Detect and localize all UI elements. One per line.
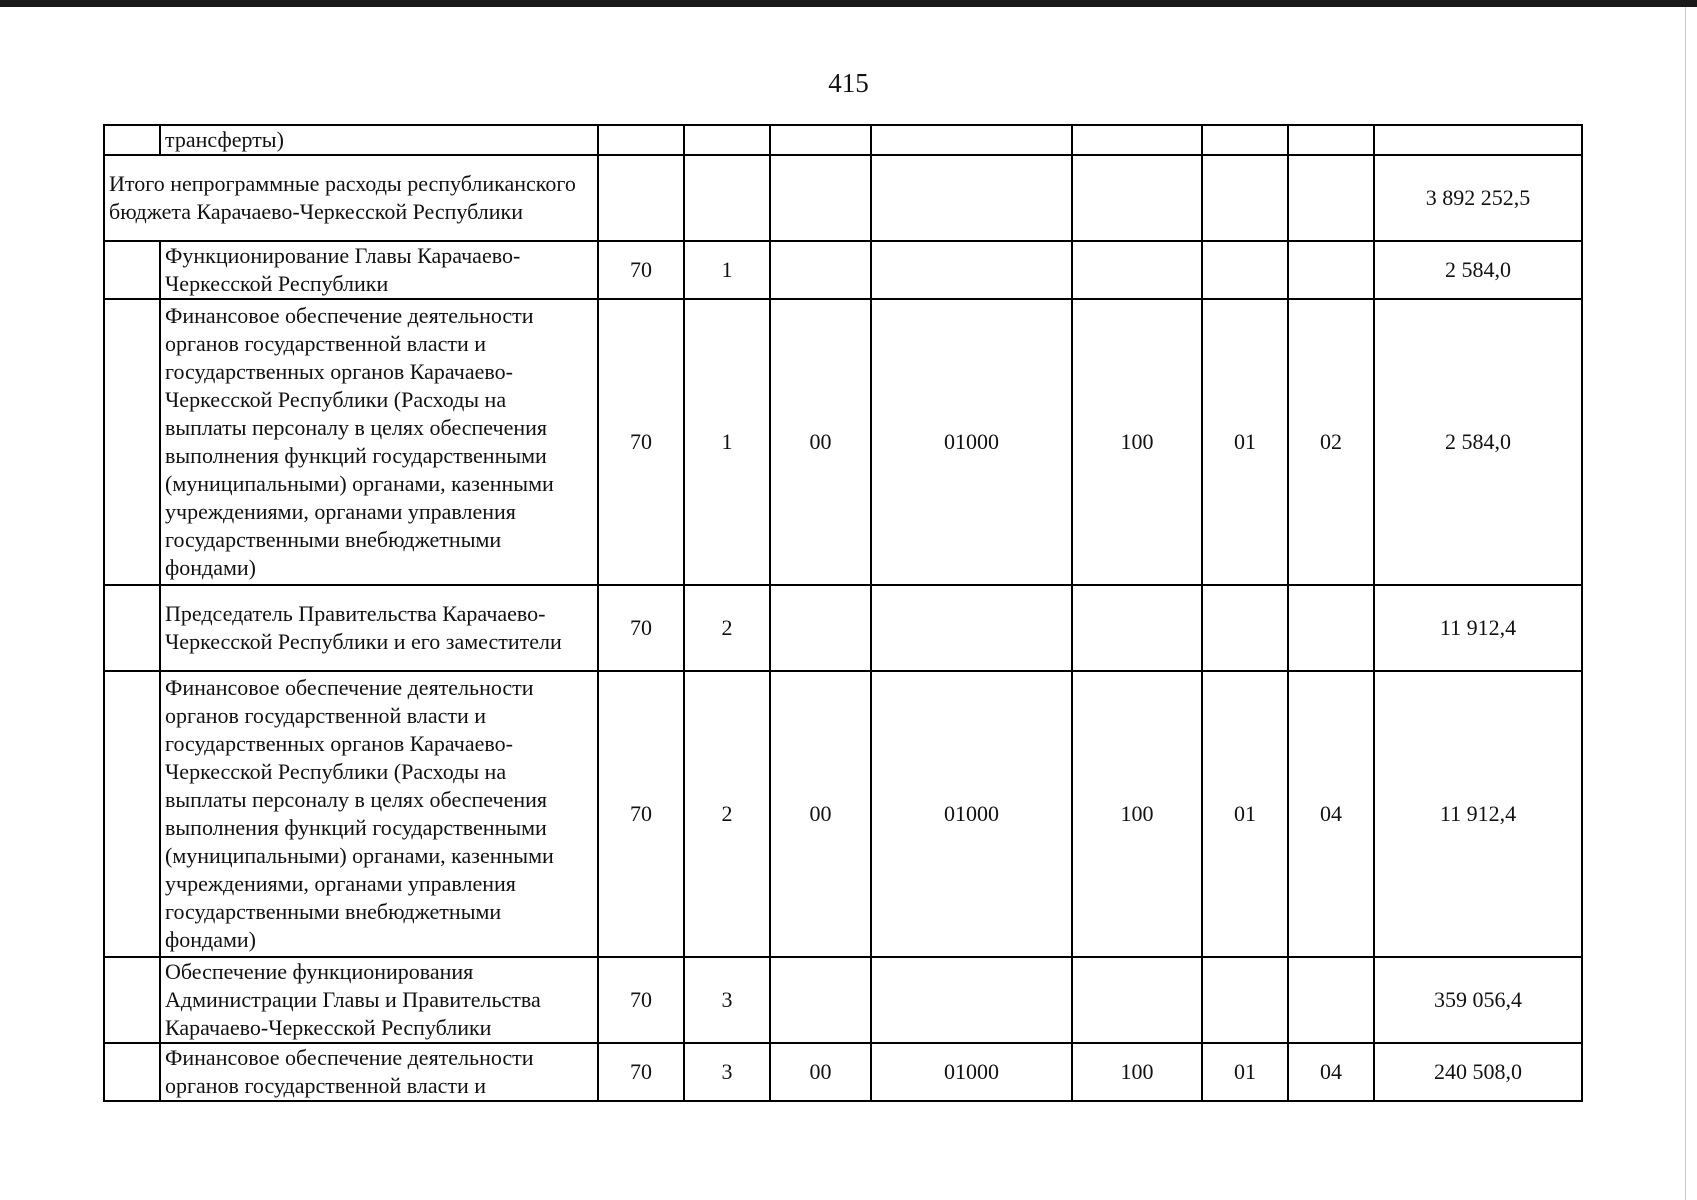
code-cell	[1288, 241, 1374, 299]
code-cell	[1202, 585, 1288, 671]
code-cell: 01	[1202, 1043, 1288, 1101]
code-cell	[1202, 957, 1288, 1043]
indent-cell	[104, 299, 160, 585]
code-cell	[598, 155, 684, 241]
code-cell: 3	[684, 957, 770, 1043]
indent-cell	[104, 957, 160, 1043]
table-row-total	[104, 155, 1582, 241]
row-name: Финансовое обеспечение деятельности органов государственной власти и	[160, 1043, 598, 1101]
amount-cell: 359 056,4	[1374, 957, 1582, 1043]
row-name: трансферты)	[160, 125, 598, 155]
code-cell	[770, 241, 871, 299]
indent-cell	[104, 241, 160, 299]
code-cell	[1072, 957, 1202, 1043]
scan-right-margin-line	[1685, 7, 1686, 1200]
code-cell	[871, 585, 1072, 671]
amount-cell: 3 892 252,5	[1374, 155, 1582, 241]
code-cell: 00	[770, 1043, 871, 1101]
code-cell	[1072, 241, 1202, 299]
code-cell	[1072, 585, 1202, 671]
code-cell: 00	[770, 671, 871, 957]
code-cell	[1072, 155, 1202, 241]
code-cell	[871, 241, 1072, 299]
amount-cell: 11 912,4	[1374, 671, 1582, 957]
code-cell	[871, 957, 1072, 1043]
code-cell: 1	[684, 241, 770, 299]
table-row	[104, 671, 1582, 957]
code-cell: 70	[598, 241, 684, 299]
code-cell	[770, 155, 871, 241]
row-name: Председатель Правительства Карачаево-Черкесской Республики и его заместители	[160, 585, 598, 671]
code-cell	[1202, 155, 1288, 241]
code-cell: 01000	[871, 1043, 1072, 1101]
code-cell: 70	[598, 957, 684, 1043]
row-name: Итого непрограммные расходы республиканского бюджета Карачаево-Черкесской Республики	[104, 155, 598, 241]
code-cell: 70	[598, 1043, 684, 1101]
code-cell: 100	[1072, 1043, 1202, 1101]
table-row	[104, 241, 1582, 299]
table-row	[104, 1043, 1582, 1101]
code-cell	[684, 125, 770, 155]
indent-cell	[104, 1043, 160, 1101]
code-cell: 70	[598, 585, 684, 671]
code-cell	[1202, 125, 1288, 155]
code-cell: 01	[1202, 299, 1288, 585]
code-cell	[770, 585, 871, 671]
budget-table	[103, 124, 1583, 1102]
code-cell	[1072, 125, 1202, 155]
row-name: Функционирование Главы Карачаево-Черкесской Республики	[160, 241, 598, 299]
code-cell: 2	[684, 671, 770, 957]
code-cell: 1	[684, 299, 770, 585]
code-cell: 02	[1288, 299, 1374, 585]
code-cell: 04	[1288, 1043, 1374, 1101]
code-cell: 2	[684, 585, 770, 671]
code-cell	[1288, 125, 1374, 155]
table-row	[104, 125, 1582, 155]
code-cell: 3	[684, 1043, 770, 1101]
scan-top-edge	[0, 0, 1697, 7]
code-cell: 100	[1072, 671, 1202, 957]
code-cell	[1288, 585, 1374, 671]
table-row	[104, 957, 1582, 1043]
table-row	[104, 585, 1582, 671]
code-cell	[770, 125, 871, 155]
code-cell: 70	[598, 299, 684, 585]
amount-cell: 11 912,4	[1374, 585, 1582, 671]
amount-cell: 240 508,0	[1374, 1043, 1582, 1101]
code-cell: 01	[1202, 671, 1288, 957]
code-cell	[1288, 155, 1374, 241]
code-cell: 01000	[871, 671, 1072, 957]
row-name: Финансовое обеспечение деятельности органов государственной власти и государственных органов Карачаево-Черкесской Республики (Расходы на выплаты персоналу в целях обеспечения выполнения функций государственными (муниципальными) органами, казенными учреждениями, органами управления государственными внебюджетными фондами)	[160, 671, 598, 957]
code-cell	[1202, 241, 1288, 299]
code-cell	[871, 125, 1072, 155]
table-row	[104, 299, 1582, 585]
code-cell	[1288, 957, 1374, 1043]
amount-cell: 2 584,0	[1374, 241, 1582, 299]
code-cell: 00	[770, 299, 871, 585]
indent-cell	[104, 585, 160, 671]
code-cell: 70	[598, 671, 684, 957]
amount-cell: 2 584,0	[1374, 299, 1582, 585]
amount-cell	[1374, 125, 1582, 155]
row-name: Финансовое обеспечение деятельности органов государственной власти и государственных органов Карачаево-Черкесской Республики (Расходы на выплаты персоналу в целях обеспечения выполнения функций государственными (муниципальными) органами, казенными учреждениями, органами управления государственными внебюджетными фондами)	[160, 299, 598, 585]
code-cell: 04	[1288, 671, 1374, 957]
indent-cell	[104, 125, 160, 155]
code-cell: 100	[1072, 299, 1202, 585]
indent-cell	[104, 671, 160, 957]
page-number: 415	[828, 68, 869, 98]
code-cell	[871, 155, 1072, 241]
code-cell	[770, 957, 871, 1043]
row-name: Обеспечение функционирования Администрации Главы и Правительства Карачаево-Черкесской Республики	[160, 957, 598, 1043]
code-cell	[598, 125, 684, 155]
code-cell: 01000	[871, 299, 1072, 585]
code-cell	[684, 155, 770, 241]
